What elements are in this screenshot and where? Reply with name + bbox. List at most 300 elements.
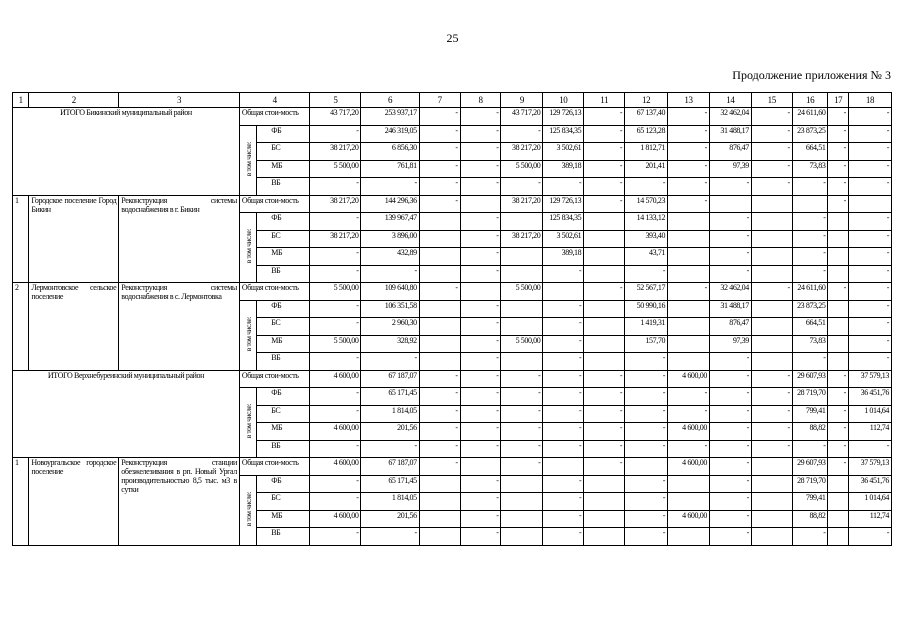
fund-value: - (543, 388, 584, 406)
total-value (792, 195, 828, 213)
column-number-8: 8 (460, 93, 501, 108)
fund-value: - (625, 528, 668, 546)
fund-value: 28 719,70 (792, 475, 828, 493)
fund-value (668, 493, 710, 511)
total-value: 4 600,00 (668, 458, 710, 476)
fund-value: - (709, 528, 751, 546)
fund-value (501, 493, 543, 511)
fund-value (751, 265, 792, 283)
fund-value (501, 265, 543, 283)
fund-value: - (828, 125, 848, 143)
column-number-2: 2 (29, 93, 119, 108)
fund-value (828, 510, 848, 528)
fund-value: 761,81 (361, 160, 419, 178)
fund-value: - (848, 335, 891, 353)
fund-value: 799,41 (792, 405, 828, 423)
fund-value: - (460, 178, 501, 196)
fund-value (828, 248, 848, 266)
column-number-18: 18 (848, 93, 891, 108)
fund-value (501, 353, 543, 371)
total-value: - (828, 370, 848, 388)
total-value: 32 462,04 (709, 108, 751, 126)
fund-value: - (460, 125, 501, 143)
fund-value: - (848, 528, 891, 546)
fund-value (501, 528, 543, 546)
fund-value: - (310, 493, 361, 511)
fund-value: - (828, 440, 848, 458)
fund-value: - (668, 405, 710, 423)
total-value: - (543, 370, 584, 388)
total-value: - (751, 370, 792, 388)
fund-value (668, 353, 710, 371)
total-value: 38 217,20 (310, 195, 361, 213)
fund-value: - (419, 440, 460, 458)
fund-value: - (828, 160, 848, 178)
total-value: - (848, 108, 891, 126)
fund-value: 14 133,12 (625, 213, 668, 231)
fund-value (501, 475, 543, 493)
fund-value: - (625, 405, 668, 423)
fund-value: - (310, 405, 361, 423)
fund-value (828, 230, 848, 248)
fund-value (419, 230, 460, 248)
fund-value: - (709, 493, 751, 511)
total-value: - (709, 458, 751, 476)
total-value: 109 640,80 (361, 283, 419, 301)
project-row (13, 458, 892, 476)
total-cost-label: Общая стои-мость (239, 370, 310, 388)
fund-value: 389,18 (543, 160, 584, 178)
fund-value (828, 300, 848, 318)
column-number-15: 15 (751, 93, 792, 108)
fund-source: МБ (257, 510, 310, 528)
fund-value: - (310, 475, 361, 493)
fund-value (419, 335, 460, 353)
row-number: 1 (13, 195, 29, 283)
fund-value: - (792, 440, 828, 458)
fund-value: - (419, 178, 460, 196)
fund-source: БС (257, 493, 310, 511)
total-value: - (419, 370, 460, 388)
fund-value: 125 834,35 (543, 125, 584, 143)
fund-value: 3 896,00 (361, 230, 419, 248)
fund-value: 5 500,00 (310, 160, 361, 178)
fund-value: - (709, 178, 751, 196)
fund-value: 4 600,00 (310, 423, 361, 441)
fund-source: БС (257, 143, 310, 161)
fund-value: - (751, 405, 792, 423)
fund-value: 139 967,47 (361, 213, 419, 231)
district-title: ИТОГО Верхнебуреинский муниципальный район (13, 370, 240, 458)
fund-value: - (709, 440, 751, 458)
fund-value: - (792, 353, 828, 371)
project-row (13, 195, 892, 213)
fund-value: - (543, 405, 584, 423)
fund-value: 4 600,00 (668, 423, 710, 441)
fund-value: - (709, 475, 751, 493)
total-value: 4 600,00 (310, 370, 361, 388)
total-value: - (625, 370, 668, 388)
fund-value: - (792, 248, 828, 266)
total-value: - (848, 283, 891, 301)
fund-source: ВБ (257, 353, 310, 371)
total-value: - (419, 458, 460, 476)
fund-value (584, 318, 625, 336)
column-number-row (13, 93, 892, 108)
fund-value: - (543, 318, 584, 336)
total-value: 52 567,17 (625, 283, 668, 301)
total-value (460, 283, 501, 301)
fund-value: - (310, 353, 361, 371)
fund-value: - (543, 493, 584, 511)
fund-value: - (584, 160, 625, 178)
fund-value: - (848, 160, 891, 178)
total-value: 37 579,13 (848, 370, 891, 388)
fund-value: 65 123,28 (625, 125, 668, 143)
fund-value: 389,18 (543, 248, 584, 266)
fund-value: - (709, 423, 751, 441)
municipality-name: Городское поселение Город Бикин (29, 195, 119, 283)
fund-value: - (460, 160, 501, 178)
fund-value: - (419, 405, 460, 423)
column-number-7: 7 (419, 93, 460, 108)
fund-source: ВБ (257, 440, 310, 458)
fund-value: 799,41 (792, 493, 828, 511)
fund-value (751, 230, 792, 248)
fund-value (419, 510, 460, 528)
column-number-17: 17 (828, 93, 848, 108)
total-value: 4 600,00 (668, 370, 710, 388)
fund-value: 31 488,17 (709, 125, 751, 143)
fund-value: - (668, 143, 710, 161)
including-text: в том числе: (243, 316, 253, 352)
fund-value: - (848, 178, 891, 196)
total-value: - (668, 195, 710, 213)
fund-source: ФБ (257, 213, 310, 231)
total-value: 129 726,13 (543, 108, 584, 126)
fund-value: - (584, 143, 625, 161)
total-value (709, 195, 751, 213)
including-text: в том числе: (243, 141, 253, 177)
fund-value: - (419, 125, 460, 143)
fund-value: - (361, 440, 419, 458)
fund-value: - (501, 125, 543, 143)
fund-source: ФБ (257, 388, 310, 406)
total-value: - (501, 458, 543, 476)
fund-value (828, 475, 848, 493)
fund-value: - (668, 440, 710, 458)
fund-value (668, 528, 710, 546)
fund-value: - (501, 405, 543, 423)
fund-value: - (460, 230, 501, 248)
fund-value: 201,41 (625, 160, 668, 178)
fund-value: - (751, 388, 792, 406)
fund-value (668, 300, 710, 318)
fund-value: 1 014,64 (848, 405, 891, 423)
fund-value (828, 353, 848, 371)
fund-value: - (668, 160, 710, 178)
fund-value (419, 248, 460, 266)
fund-value: 157,70 (625, 335, 668, 353)
total-value: - (584, 458, 625, 476)
fund-value: - (625, 353, 668, 371)
fund-source: БС (257, 230, 310, 248)
fund-value: 876,47 (709, 318, 751, 336)
fund-value: - (848, 248, 891, 266)
total-value (751, 195, 792, 213)
fund-value (584, 510, 625, 528)
fund-value (828, 493, 848, 511)
fund-source: ФБ (257, 475, 310, 493)
fund-value: - (709, 388, 751, 406)
fund-value: 4 600,00 (668, 510, 710, 528)
column-number-16: 16 (792, 93, 828, 108)
fund-value: - (792, 528, 828, 546)
fund-value (828, 528, 848, 546)
row-number: 1 (13, 458, 29, 546)
including-label (239, 300, 256, 370)
fund-value (668, 265, 710, 283)
fund-value: - (668, 178, 710, 196)
fund-value: 38 217,20 (501, 230, 543, 248)
fund-source: БС (257, 405, 310, 423)
fund-value (419, 265, 460, 283)
fund-value: 125 834,35 (543, 213, 584, 231)
total-value: - (419, 195, 460, 213)
fund-source: ВБ (257, 178, 310, 196)
row-number: 2 (13, 283, 29, 371)
fund-value: 1 812,71 (625, 143, 668, 161)
total-value: 67 187,07 (361, 458, 419, 476)
district-total-row (13, 108, 892, 126)
total-value: 43 717,20 (310, 108, 361, 126)
fund-value: - (543, 300, 584, 318)
total-cost-label: Общая стои-мость (239, 283, 310, 301)
fund-value: - (709, 265, 751, 283)
total-value: - (584, 370, 625, 388)
fund-value: 432,89 (361, 248, 419, 266)
total-value: 24 611,60 (792, 108, 828, 126)
total-value: - (751, 108, 792, 126)
fund-value (501, 510, 543, 528)
column-number-10: 10 (543, 93, 584, 108)
fund-value: - (828, 143, 848, 161)
total-cost-label: Общая стои-мость (239, 108, 310, 126)
fund-value: - (828, 423, 848, 441)
fund-value: - (361, 528, 419, 546)
fund-value: 201,56 (361, 423, 419, 441)
fund-value: 65 171,45 (361, 475, 419, 493)
fund-source: МБ (257, 423, 310, 441)
fund-value (668, 230, 710, 248)
fund-value (751, 213, 792, 231)
fund-value: - (848, 353, 891, 371)
fund-value: 65 171,45 (361, 388, 419, 406)
fund-value (584, 528, 625, 546)
fund-value: - (543, 423, 584, 441)
fund-value: 88,82 (792, 423, 828, 441)
fund-value: - (848, 213, 891, 231)
total-value: 67 187,07 (361, 370, 419, 388)
fund-value: 23 873,25 (792, 300, 828, 318)
fund-value: 38 217,20 (501, 143, 543, 161)
fund-value: - (584, 388, 625, 406)
total-value: - (828, 283, 848, 301)
including-label (239, 475, 256, 545)
fund-value: 5 500,00 (501, 160, 543, 178)
fund-value (751, 528, 792, 546)
fund-value: 664,51 (792, 318, 828, 336)
fund-value: - (310, 125, 361, 143)
total-value: - (668, 283, 710, 301)
fund-value: - (419, 423, 460, 441)
project-name: Реконструкция системы водоснабжения в с. Лермонтовка (119, 283, 240, 371)
including-text: в том числе: (243, 404, 253, 439)
total-value: 253 937,17 (361, 108, 419, 126)
fund-value: - (848, 143, 891, 161)
total-value: - (668, 108, 710, 126)
investment-table (12, 92, 892, 546)
fund-value: - (625, 388, 668, 406)
fund-value: 5 500,00 (310, 335, 361, 353)
fund-value (828, 265, 848, 283)
fund-value: - (460, 388, 501, 406)
fund-value: - (460, 300, 501, 318)
total-value: 43 717,20 (501, 108, 543, 126)
fund-value: - (751, 178, 792, 196)
column-number-13: 13 (668, 93, 710, 108)
fund-value: 73,83 (792, 335, 828, 353)
fund-value: - (584, 423, 625, 441)
total-value: - (751, 283, 792, 301)
fund-value (501, 318, 543, 336)
fund-value (501, 300, 543, 318)
fund-value: - (543, 265, 584, 283)
fund-value: 28 719,70 (792, 388, 828, 406)
fund-source: БС (257, 318, 310, 336)
fund-value: - (543, 510, 584, 528)
fund-value: - (310, 388, 361, 406)
fund-value: - (584, 178, 625, 196)
fund-value (751, 510, 792, 528)
total-value: - (828, 458, 848, 476)
fund-value: - (709, 248, 751, 266)
total-value (751, 458, 792, 476)
fund-value (584, 353, 625, 371)
fund-value (584, 265, 625, 283)
fund-value: - (310, 265, 361, 283)
fund-value: 3 502,61 (543, 230, 584, 248)
total-value: - (709, 370, 751, 388)
fund-value: - (848, 440, 891, 458)
fund-value: 4 600,00 (310, 510, 361, 528)
fund-value: 112,74 (848, 510, 891, 528)
fund-value (828, 213, 848, 231)
fund-value (419, 353, 460, 371)
fund-source: ВБ (257, 265, 310, 283)
fund-value: - (792, 265, 828, 283)
fund-value: 2 960,30 (361, 318, 419, 336)
total-cost-label: Общая стои-мость (239, 458, 310, 476)
total-value: - (828, 195, 848, 213)
fund-source: ФБ (257, 300, 310, 318)
fund-value (751, 335, 792, 353)
total-value: - (460, 108, 501, 126)
fund-value (584, 213, 625, 231)
fund-value: - (460, 248, 501, 266)
fund-value (751, 248, 792, 266)
fund-value: - (751, 160, 792, 178)
fund-value: - (828, 405, 848, 423)
fund-value: - (751, 143, 792, 161)
fund-value: 664,51 (792, 143, 828, 161)
fund-value: - (709, 213, 751, 231)
municipality-name: Лермонтовское сельское поселение (29, 283, 119, 371)
fund-value (419, 528, 460, 546)
fund-value: - (709, 353, 751, 371)
fund-value (668, 318, 710, 336)
fund-value: - (543, 528, 584, 546)
total-value: - (584, 283, 625, 301)
total-value: 129 726,13 (543, 195, 584, 213)
fund-value: - (460, 493, 501, 511)
total-cost-label: Общая стои-мость (239, 195, 310, 213)
total-value (543, 458, 584, 476)
fund-value (668, 248, 710, 266)
total-value: - (460, 370, 501, 388)
fund-value (751, 318, 792, 336)
fund-value: - (460, 510, 501, 528)
fund-value: 5 500,00 (501, 335, 543, 353)
fund-value: - (584, 125, 625, 143)
fund-value: - (848, 265, 891, 283)
fund-value: - (709, 405, 751, 423)
fund-value: 38 217,20 (310, 230, 361, 248)
fund-value (584, 230, 625, 248)
fund-value: - (668, 388, 710, 406)
fund-value: - (584, 440, 625, 458)
fund-value: - (310, 248, 361, 266)
fund-value: - (792, 230, 828, 248)
fund-value: - (543, 475, 584, 493)
total-value: 37 579,13 (848, 458, 891, 476)
fund-source: ВБ (257, 528, 310, 546)
fund-value: - (419, 388, 460, 406)
total-value: 29 607,93 (792, 370, 828, 388)
fund-source: МБ (257, 335, 310, 353)
fund-value: - (848, 230, 891, 248)
fund-value: - (501, 440, 543, 458)
fund-value: - (625, 493, 668, 511)
total-value: - (419, 108, 460, 126)
fund-value (419, 213, 460, 231)
fund-value (828, 318, 848, 336)
page-number: 25 (446, 31, 459, 45)
fund-value: - (828, 388, 848, 406)
fund-value: - (501, 423, 543, 441)
fund-value: 31 488,17 (709, 300, 751, 318)
fund-value: - (460, 335, 501, 353)
fund-value: - (709, 230, 751, 248)
fund-value: - (625, 178, 668, 196)
fund-value: 1 814,05 (361, 493, 419, 511)
fund-value: - (419, 160, 460, 178)
fund-value: - (310, 300, 361, 318)
column-number-12: 12 (625, 93, 668, 108)
fund-value: - (625, 265, 668, 283)
fund-value: 36 451,76 (848, 388, 891, 406)
fund-value (751, 300, 792, 318)
